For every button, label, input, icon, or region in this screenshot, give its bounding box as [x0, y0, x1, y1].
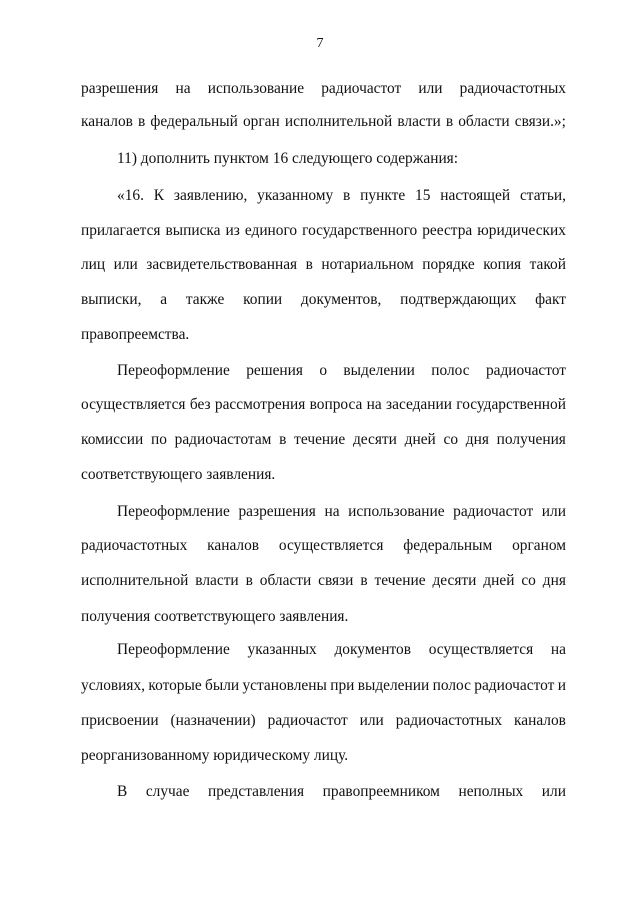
- word: были: [205, 677, 240, 694]
- word: юридических: [477, 222, 566, 239]
- word: дней: [483, 572, 515, 589]
- word: настоящей: [440, 187, 511, 204]
- word: государственного: [302, 222, 418, 239]
- word: каналов: [514, 712, 566, 729]
- word: засвидетельствованная: [146, 256, 298, 273]
- word: в: [305, 256, 313, 273]
- word: заявлению,: [173, 187, 248, 204]
- word: Переоформление: [117, 362, 230, 379]
- text-line: [81, 221, 566, 241]
- word: факт: [535, 291, 566, 308]
- word: лиц: [81, 256, 106, 273]
- text-line: [81, 79, 566, 99]
- word: радиочастот: [321, 80, 402, 97]
- word: 15: [415, 187, 431, 204]
- word: или: [418, 80, 443, 97]
- word: федеральный: [150, 113, 238, 130]
- word: связи: [318, 572, 354, 589]
- word: В: [117, 783, 128, 800]
- text-line: [81, 430, 566, 450]
- word: выделении: [343, 362, 415, 379]
- text-line: [81, 290, 566, 310]
- word: использование: [207, 80, 305, 97]
- word: федеральным: [403, 537, 493, 554]
- word: из: [225, 222, 240, 239]
- word: которые: [148, 677, 202, 694]
- word: заседании: [386, 396, 452, 413]
- word: связи.»;: [514, 113, 566, 130]
- word: решения: [246, 362, 303, 379]
- word: подтверждающих: [400, 291, 517, 308]
- word: исполнительной: [81, 572, 189, 589]
- word: власти: [397, 113, 441, 130]
- word: со: [443, 431, 459, 448]
- word: осуществляется: [428, 641, 534, 658]
- word: со: [521, 572, 536, 589]
- word: представления: [208, 783, 305, 800]
- word: Переоформление: [117, 503, 230, 520]
- word: случае: [145, 783, 190, 800]
- word: документов,: [300, 291, 382, 308]
- text-line: [117, 361, 566, 381]
- word: неполных: [458, 783, 524, 800]
- word: прилагается: [81, 222, 161, 239]
- word: течение: [294, 431, 346, 448]
- word: в: [138, 113, 146, 130]
- text-line: [117, 186, 566, 206]
- word: Переоформление: [117, 641, 230, 658]
- word: десяти: [432, 572, 477, 589]
- word: комиссии: [81, 431, 144, 448]
- word: на: [550, 641, 566, 658]
- word: такой: [529, 256, 566, 273]
- text-line: [81, 676, 566, 696]
- word: присвоении: [81, 712, 159, 729]
- word: на: [366, 396, 382, 413]
- word: осуществляется: [81, 396, 186, 413]
- word: выписка: [165, 222, 221, 239]
- word: или: [359, 712, 384, 729]
- word: радиочастотам: [174, 431, 272, 448]
- word: радиочастот: [474, 677, 555, 694]
- word: или: [113, 256, 138, 273]
- word: (назначении): [170, 712, 256, 729]
- word: дней: [404, 431, 436, 448]
- word: радиочастотных: [81, 537, 188, 554]
- word: на: [175, 80, 191, 97]
- text-line: получения соответствующего заявления.: [81, 608, 349, 625]
- word: дня: [465, 431, 489, 448]
- word: на: [324, 503, 340, 520]
- word: указанных: [247, 641, 317, 658]
- word: в: [445, 113, 454, 130]
- word: указанному: [257, 187, 334, 204]
- word: полос: [432, 677, 471, 694]
- word: дня: [542, 572, 566, 589]
- word: области: [458, 113, 510, 130]
- word: также: [185, 291, 225, 308]
- word: пункте: [360, 187, 406, 204]
- word: осуществляется: [278, 537, 384, 554]
- text-line: [117, 782, 566, 802]
- page-number: 7: [316, 36, 324, 51]
- word: радиочастот: [267, 712, 348, 729]
- word: десяти: [352, 431, 397, 448]
- word: условиях,: [81, 677, 146, 694]
- text-line: правопреемства.: [81, 326, 190, 343]
- text-line: [117, 640, 566, 660]
- text-line: [81, 255, 566, 275]
- word: «16.: [117, 187, 144, 204]
- word: выделении: [357, 677, 430, 694]
- word: установлены: [242, 677, 327, 694]
- word: получения: [496, 431, 566, 448]
- word: статьи,: [519, 187, 566, 204]
- word: копии: [243, 291, 283, 308]
- word: в: [279, 431, 287, 448]
- text-line: [81, 536, 566, 556]
- word: органом: [512, 537, 566, 554]
- word: орган: [242, 113, 280, 130]
- word: или: [541, 783, 566, 800]
- word: разрешения: [238, 503, 316, 520]
- word: в: [245, 572, 253, 589]
- word: и: [557, 677, 566, 694]
- text-line: 11) дополнить пунктом 16 следующего содержания:: [117, 150, 459, 167]
- word: области: [259, 572, 312, 589]
- word: радиочастот: [453, 503, 534, 520]
- word: течение: [374, 572, 426, 589]
- word: радиочастот: [485, 362, 566, 379]
- word: власти: [195, 572, 239, 589]
- word: единого: [244, 222, 298, 239]
- word: радиочастотных: [459, 80, 566, 97]
- word: по: [150, 431, 167, 448]
- word: выписки,: [81, 291, 142, 308]
- word: а: [160, 291, 168, 308]
- word: государственной: [456, 396, 566, 413]
- word: копия: [483, 256, 522, 273]
- word: без: [189, 396, 211, 413]
- text-line: [81, 395, 566, 415]
- text-line: реорганизованному юридическому лицу.: [81, 747, 349, 764]
- word: исполнительной: [284, 113, 393, 130]
- word: нотариальном: [321, 256, 414, 273]
- word: К: [153, 187, 165, 204]
- word: использование: [348, 503, 445, 520]
- word: порядке: [422, 256, 475, 273]
- word: в: [343, 187, 351, 204]
- word: в: [360, 572, 368, 589]
- text-line: [81, 711, 566, 731]
- word: правопреемником: [322, 783, 440, 800]
- word: каналов: [207, 537, 260, 554]
- word: полос: [431, 362, 470, 379]
- word: вопроса: [309, 396, 363, 413]
- word: при: [330, 677, 355, 694]
- word: реестра: [422, 222, 473, 239]
- word: рассмотрения: [214, 396, 306, 413]
- word: о: [319, 362, 328, 379]
- word: радиочастотных: [395, 712, 503, 729]
- text-line: [81, 571, 566, 591]
- text-line: [117, 502, 566, 522]
- word: разрешения: [81, 80, 159, 97]
- text-line: соответствующего заявления.: [81, 466, 276, 483]
- word: документов: [334, 641, 412, 658]
- text-line: [81, 112, 566, 132]
- word: или: [541, 503, 566, 520]
- word: каналов: [81, 113, 133, 130]
